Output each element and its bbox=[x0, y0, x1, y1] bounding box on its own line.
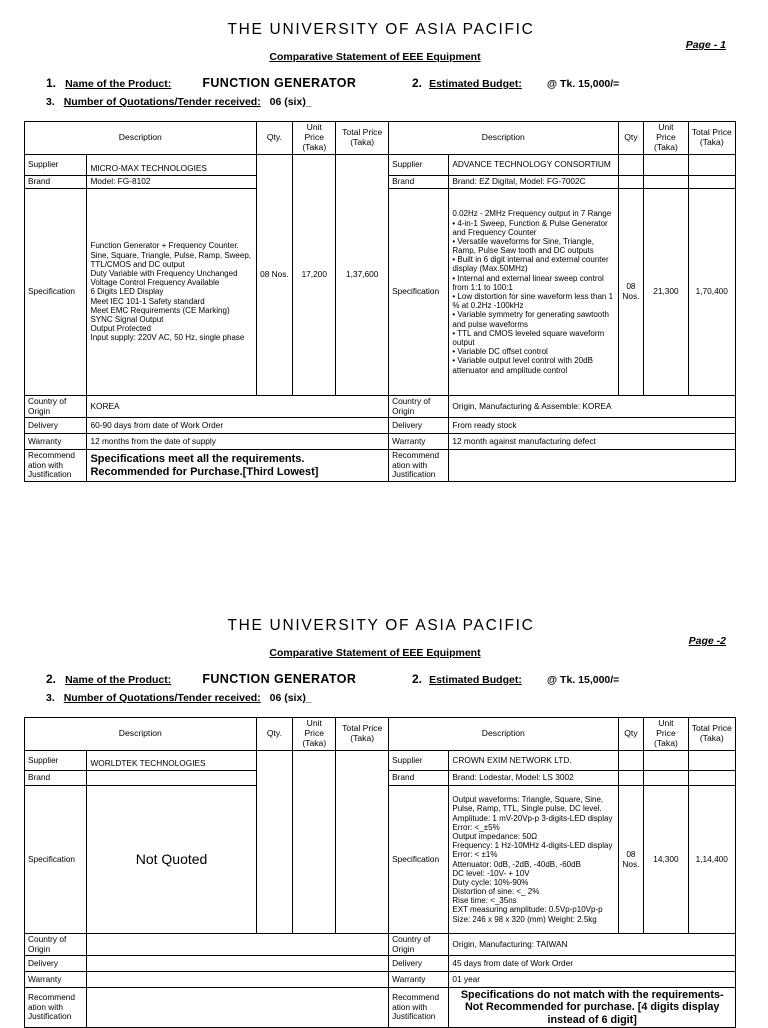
right-delivery: From ready stock bbox=[449, 418, 736, 434]
page-number: Page - 1 bbox=[685, 39, 726, 51]
quotations-label: Number of Quotations/Tender received: bbox=[63, 692, 261, 704]
budget-line bbox=[412, 76, 619, 90]
left-qty bbox=[256, 751, 293, 934]
right-supplier: ADVANCE TECHNOLOGY CONSORTIUM bbox=[449, 155, 618, 176]
budget-label: Estimated Budget: bbox=[429, 674, 522, 686]
table-row bbox=[25, 934, 736, 956]
empty-cell bbox=[618, 176, 644, 189]
row-label-specification: Specification bbox=[389, 189, 449, 396]
item-number: 3. bbox=[46, 692, 55, 704]
item-number: 2. bbox=[412, 672, 423, 686]
row-label-delivery: Delivery bbox=[25, 418, 87, 434]
quotations-value: 06 (six)_ bbox=[269, 96, 312, 108]
empty-cell bbox=[688, 751, 735, 771]
budget-line bbox=[412, 672, 619, 686]
right-specification: 0.02Hz - 2MHz Frequency output in 7 Range • 4-in-1 Sweep, Function & Pulse Generator and Frequency Counter • Versatile waveforms for Sine, Triangle, Ramp, Pulse Saw tooth and DC outputs • Built in 6 digit internal and external counter display (Max.50MHz) • Internal and external linear sweep control from 1:1 to 100:1 • Low distortion for sine waveform less than 1 % at 0.2Hz -100kHz • Variable symmetry for generating sawtooth and pulse waveforms • TTL and CMOS leveled square waveform output • Variable DC offset control • Variable output level control with 20dB attenuator and amplitude control bbox=[449, 189, 618, 396]
left-warranty: 12 months from the date of supply bbox=[87, 434, 389, 450]
left-unit-price bbox=[293, 751, 336, 934]
row-label-brand: Brand bbox=[25, 176, 87, 189]
header-unit-price: Unit Price (Taka) bbox=[644, 718, 688, 751]
left-brand: Model: FG-8102 bbox=[87, 176, 256, 189]
table-row bbox=[25, 155, 736, 176]
quotations-line bbox=[46, 96, 312, 108]
row-label-recommendation: Recommend ation with Justification bbox=[25, 450, 87, 482]
empty-cell bbox=[644, 155, 688, 176]
table-row bbox=[25, 956, 736, 972]
table-row bbox=[25, 751, 736, 771]
row-label-supplier: Supplier bbox=[389, 155, 449, 176]
row-label-brand: Brand bbox=[389, 176, 449, 189]
item-number: 1. bbox=[46, 76, 57, 90]
left-qty: 08 Nos. bbox=[256, 155, 293, 396]
header-description: Description bbox=[389, 122, 618, 155]
left-specification: Not Quoted bbox=[87, 786, 256, 934]
empty-cell bbox=[688, 155, 735, 176]
empty-cell bbox=[688, 771, 735, 786]
row-label-specification: Specification bbox=[25, 189, 87, 396]
left-supplier: WORLDTEK TECHNOLOGIES bbox=[87, 751, 256, 771]
empty-cell bbox=[618, 771, 644, 786]
product-name-line bbox=[46, 672, 356, 686]
left-recommendation: Specifications meet all the requirements. Recommended for Purchase.[Third Lowest] bbox=[87, 450, 389, 482]
right-country: Origin, Manufacturing & Assemble: KOREA bbox=[449, 396, 736, 418]
statement-subtitle: Comparative Statement of EEE Equipment bbox=[269, 51, 481, 63]
row-label-brand: Brand bbox=[389, 771, 449, 786]
left-unit-price: 17,200 bbox=[293, 155, 336, 396]
row-label-recommendation: Recommend ation with Justification bbox=[25, 988, 87, 1028]
table-row bbox=[25, 450, 736, 482]
left-total-price: 1,37,600 bbox=[336, 155, 389, 396]
left-specification: Function Generator + Frequency Counter. Sine, Square, Triangle, Pulse, Ramp, Sweep, TTL/CMOS and DC output Duty Variable with Frequency Unchanged Voltage Control Frequency Available 6 Digits LED Display Meet IEC 101-1 Safety standard Meet EMC Requirements (CE Marking) SYNC Signal Output Output Protected Input supply: 220V AC, 50 Hz, single phase bbox=[87, 189, 256, 396]
right-delivery: 45 days from date of Work Order bbox=[449, 956, 736, 972]
row-label-delivery: Delivery bbox=[25, 956, 87, 972]
right-country: Origin, Manufacturing: TAIWAN bbox=[449, 934, 736, 956]
header-qty: Qty bbox=[618, 122, 644, 155]
left-supplier: MICRO-MAX TECHNOLOGIES bbox=[87, 155, 256, 176]
product-label: Name of the Product: bbox=[65, 674, 172, 686]
right-total-price: 1,14,400 bbox=[688, 786, 735, 934]
row-label-warranty: Warranty bbox=[389, 434, 449, 450]
left-recommendation bbox=[87, 988, 389, 1028]
table-row bbox=[25, 972, 736, 988]
left-warranty bbox=[87, 972, 389, 988]
right-brand: Brand: EZ Digital, Model: FG-7002C bbox=[449, 176, 618, 189]
row-label-delivery: Delivery bbox=[389, 418, 449, 434]
left-total-price bbox=[336, 751, 389, 934]
empty-cell bbox=[688, 176, 735, 189]
right-warranty: 01 year bbox=[449, 972, 736, 988]
left-delivery: 60-90 days from date of Work Order bbox=[87, 418, 389, 434]
table-row bbox=[25, 988, 736, 1028]
left-brand bbox=[87, 771, 256, 786]
row-label-specification: Specification bbox=[389, 786, 449, 934]
header-description: Description bbox=[25, 718, 257, 751]
right-warranty: 12 month against manufacturing defect bbox=[449, 434, 736, 450]
row-label-warranty: Warranty bbox=[25, 972, 87, 988]
page-number: Page -2 bbox=[688, 635, 726, 647]
row-label-country: Country of Origin bbox=[389, 396, 449, 418]
university-title: THE UNIVERSITY OF ASIA PACIFIC bbox=[227, 617, 535, 634]
row-label-country: Country of Origin bbox=[389, 934, 449, 956]
header-qty: Qty. bbox=[256, 122, 293, 155]
table-header-row bbox=[25, 122, 736, 155]
empty-cell bbox=[618, 751, 644, 771]
quotations-line bbox=[46, 692, 312, 704]
header-qty: Qty bbox=[618, 718, 644, 751]
row-label-country: Country of Origin bbox=[25, 396, 87, 418]
right-recommendation bbox=[449, 450, 736, 482]
quotations-label: Number of Quotations/Tender received: bbox=[63, 96, 261, 108]
header-total-price: Total Price (Taka) bbox=[336, 718, 389, 751]
right-specification: Output waveforms: Triangle, Square, Sine, Pulse, Ramp, TTL, Single pulse, DC level. Amplitude: 1 mV-20Vp-p 3-digits-LED display Error: <_±5% Output impedance: 50Ω Frequency: 1 Hz-10MHz 4-digits-LED display Error: < ±1% Attenuator: 0dB, -2dB, -40dB, -60dB DC level: -10V- + 10V Duty cycle: 10%-90% Distortion of sine: <_ 2% Rise time: <_35ns EXT measuring amplitude: 0.5Vp-p10Vp-p Size: 246 x 98 x 320 (mm) Weight: 2.5kg bbox=[449, 786, 618, 934]
row-label-warranty: Warranty bbox=[389, 972, 449, 988]
empty-cell bbox=[644, 771, 688, 786]
left-delivery bbox=[87, 956, 389, 972]
empty-cell bbox=[618, 155, 644, 176]
right-qty: 08 Nos. bbox=[618, 189, 644, 396]
row-label-supplier: Supplier bbox=[25, 155, 87, 176]
empty-cell bbox=[644, 176, 688, 189]
product-value: FUNCTION GENERATOR bbox=[202, 672, 357, 686]
header-unit-price: Unit Price (Taka) bbox=[644, 122, 688, 155]
header-qty: Qty. bbox=[256, 718, 293, 751]
right-unit-price: 14,300 bbox=[644, 786, 688, 934]
right-supplier: CROWN EXIM NETWORK LTD. bbox=[449, 751, 618, 771]
product-label: Name of the Product: bbox=[65, 78, 172, 90]
left-country: KOREA bbox=[87, 396, 389, 418]
budget-value: @ Tk. 15,000/= bbox=[546, 674, 620, 686]
left-country bbox=[87, 934, 389, 956]
row-label-supplier: Supplier bbox=[25, 751, 87, 771]
header-total-price: Total Price (Taka) bbox=[688, 718, 735, 751]
university-title: THE UNIVERSITY OF ASIA PACIFIC bbox=[227, 21, 535, 38]
empty-cell bbox=[644, 751, 688, 771]
right-unit-price: 21,300 bbox=[644, 189, 688, 396]
table-row bbox=[25, 396, 736, 418]
header-description: Description bbox=[389, 718, 618, 751]
row-label-country: Country of Origin bbox=[25, 934, 87, 956]
quotations-value: 06 (six)_ bbox=[269, 692, 312, 704]
product-value: FUNCTION GENERATOR bbox=[202, 76, 357, 90]
comparison-table bbox=[24, 121, 736, 482]
header-total-price: Total Price (Taka) bbox=[336, 122, 389, 155]
budget-value: @ Tk. 15,000/= bbox=[546, 78, 620, 90]
statement-subtitle: Comparative Statement of EEE Equipment bbox=[269, 647, 481, 659]
comparison-table bbox=[24, 717, 736, 1028]
row-label-specification: Specification bbox=[25, 786, 87, 934]
right-recommendation: Specifications do not match with the requirements-Not Recommended for purchase. [4 digits display instead of 6 digit] bbox=[449, 988, 736, 1028]
budget-label: Estimated Budget: bbox=[429, 78, 522, 90]
header-unit-price: Unit Price (Taka) bbox=[293, 122, 336, 155]
row-label-brand: Brand bbox=[25, 771, 87, 786]
item-number: 3. bbox=[46, 96, 55, 108]
product-name-line bbox=[46, 76, 356, 90]
item-number: 2. bbox=[412, 76, 423, 90]
header-description: Description bbox=[25, 122, 257, 155]
row-label-supplier: Supplier bbox=[389, 751, 449, 771]
table-row bbox=[25, 418, 736, 434]
header-total-price: Total Price (Taka) bbox=[688, 122, 735, 155]
header-unit-price: Unit Price (Taka) bbox=[293, 718, 336, 751]
row-label-recommendation: Recommend ation with Justification bbox=[389, 988, 449, 1028]
table-row bbox=[25, 434, 736, 450]
right-qty: 08 Nos. bbox=[618, 786, 644, 934]
row-label-recommendation: Recommend ation with Justification bbox=[389, 450, 449, 482]
right-total-price: 1,70,400 bbox=[688, 189, 735, 396]
row-label-warranty: Warranty bbox=[25, 434, 87, 450]
table-header-row bbox=[25, 718, 736, 751]
row-label-delivery: Delivery bbox=[389, 956, 449, 972]
right-brand: Brand: Lodestar, Model: LS 3002 bbox=[449, 771, 618, 786]
item-number: 2. bbox=[46, 672, 57, 686]
